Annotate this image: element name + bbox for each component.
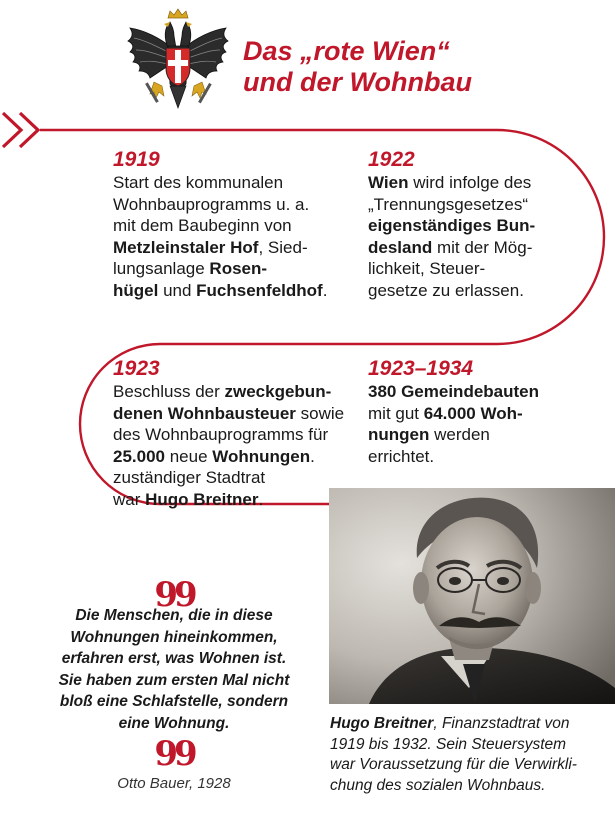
text-line: Wohnbauprogramms u. a. bbox=[113, 194, 310, 214]
text-span: werden bbox=[429, 425, 490, 444]
text-span: . bbox=[258, 489, 264, 509]
photo-caption bbox=[330, 714, 615, 796]
text-line bbox=[113, 381, 358, 403]
bold-term: denen Wohnbausteuer bbox=[113, 403, 296, 423]
quote-line: Wohnungen hineinkommen, bbox=[70, 628, 278, 646]
text-line bbox=[368, 403, 568, 425]
caption-line: war Voraussetzung für die Verwirkli- bbox=[330, 756, 577, 773]
text-line bbox=[113, 489, 358, 511]
quote-line: eine Wohnung. bbox=[118, 714, 230, 732]
text-span: . bbox=[322, 280, 328, 300]
vienna-eagle-coat-of-arms-icon bbox=[124, 8, 232, 116]
text-line: Start des kommunalen bbox=[113, 173, 284, 192]
text-line bbox=[113, 446, 358, 468]
bold-term: zweckgebun- bbox=[224, 382, 332, 401]
text-span: mit gut bbox=[368, 403, 424, 423]
portrait-photo bbox=[329, 488, 615, 704]
entry-text bbox=[368, 172, 568, 301]
timeline-entry-1923 bbox=[113, 357, 358, 510]
caption-name: Hugo Breitner bbox=[330, 715, 434, 732]
double-chevron-right-icon bbox=[3, 113, 38, 147]
entry-year: 1919 bbox=[113, 148, 160, 171]
bold-term: hügel bbox=[113, 280, 159, 300]
text-line bbox=[113, 280, 353, 302]
text-span: lungsanlage bbox=[113, 259, 210, 278]
quotation-mark-icon: 99 bbox=[154, 734, 194, 774]
quote-author: Otto Bauer, 1928 bbox=[117, 775, 231, 792]
bold-term: Hugo Breitner bbox=[145, 489, 259, 509]
text-line: „Trennungsgesetzes“ bbox=[368, 194, 529, 214]
bold-term: eigenständiges Bun- bbox=[368, 216, 536, 235]
text-line bbox=[113, 403, 358, 425]
caption-line: chung des sozialen Wohnbaus. bbox=[330, 776, 546, 794]
entry-text bbox=[113, 381, 358, 510]
text-span: neue bbox=[165, 446, 213, 466]
text-line bbox=[368, 215, 568, 237]
text-line bbox=[368, 172, 568, 194]
entry-year: 1923–1934 bbox=[368, 357, 474, 380]
quote-line: erfahren erst, was Wohnen ist. bbox=[61, 650, 287, 667]
bold-term: Metzleinstaler Hof bbox=[113, 237, 259, 257]
text-line bbox=[368, 381, 568, 403]
text-line bbox=[113, 258, 353, 280]
text-line: mit dem Baubeginn von bbox=[113, 216, 292, 235]
bold-term: 64.000 Woh- bbox=[423, 403, 523, 423]
text-span: , Sied- bbox=[258, 237, 308, 257]
bold-term: Rosen- bbox=[209, 259, 268, 278]
text-line bbox=[368, 237, 568, 259]
text-line: gesetze zu erlassen. bbox=[368, 280, 524, 300]
entry-text bbox=[113, 172, 353, 301]
entry-year: 1923 bbox=[113, 357, 160, 380]
bold-term: Wien bbox=[368, 173, 409, 192]
entry-text bbox=[368, 381, 568, 467]
title-line-2: und der Wohnbau bbox=[243, 67, 472, 97]
bold-term: Fuchsenfeldhof bbox=[196, 280, 323, 300]
bold-term: 25.000 bbox=[113, 446, 165, 466]
quote-line: Sie haben zum ersten Mal nicht bbox=[58, 671, 290, 689]
quotation-mark-icon: 99 bbox=[154, 575, 194, 615]
text-span: sowie bbox=[295, 403, 345, 423]
text-line: errichtet. bbox=[368, 446, 435, 466]
text-span: . bbox=[310, 446, 315, 466]
title-line-1: Das „rote Wien“ bbox=[243, 36, 450, 66]
bold-term: nungen bbox=[368, 425, 430, 444]
bold-term: 380 Gemeindebauten bbox=[368, 382, 540, 401]
bold-term: Wohnungen bbox=[212, 446, 311, 466]
bold-term: desland bbox=[368, 237, 433, 257]
text-line: des Wohnbauprogramms für bbox=[113, 425, 329, 444]
text-span: mit der Mög- bbox=[432, 237, 533, 257]
text-line bbox=[368, 424, 568, 446]
text-line: lichkeit, Steuer- bbox=[368, 259, 486, 278]
timeline-entry-1922 bbox=[368, 148, 568, 301]
quote-block bbox=[34, 575, 314, 794]
page-title bbox=[243, 36, 503, 98]
text-span: , Finanzstadtrat von bbox=[433, 715, 570, 732]
quote-line: bloß eine Schlafstelle, sondern bbox=[59, 693, 289, 710]
timeline-entry-1919 bbox=[113, 148, 353, 301]
caption-line bbox=[330, 714, 615, 735]
text-span: Beschluss der bbox=[113, 382, 225, 401]
timeline-entry-1923-1934 bbox=[368, 357, 568, 467]
caption-line: 1919 bis 1932. Sein Steuersystem bbox=[330, 735, 567, 753]
text-line bbox=[113, 237, 353, 259]
text-span: wird infolge des bbox=[408, 173, 532, 192]
text-line: zuständiger Stadtrat bbox=[113, 468, 266, 487]
text-span: und bbox=[158, 280, 197, 300]
quote-line: Die Menschen, die in diese bbox=[75, 607, 273, 624]
quote-text bbox=[34, 605, 314, 734]
text-span: war bbox=[113, 489, 146, 509]
entry-year: 1922 bbox=[368, 148, 415, 171]
